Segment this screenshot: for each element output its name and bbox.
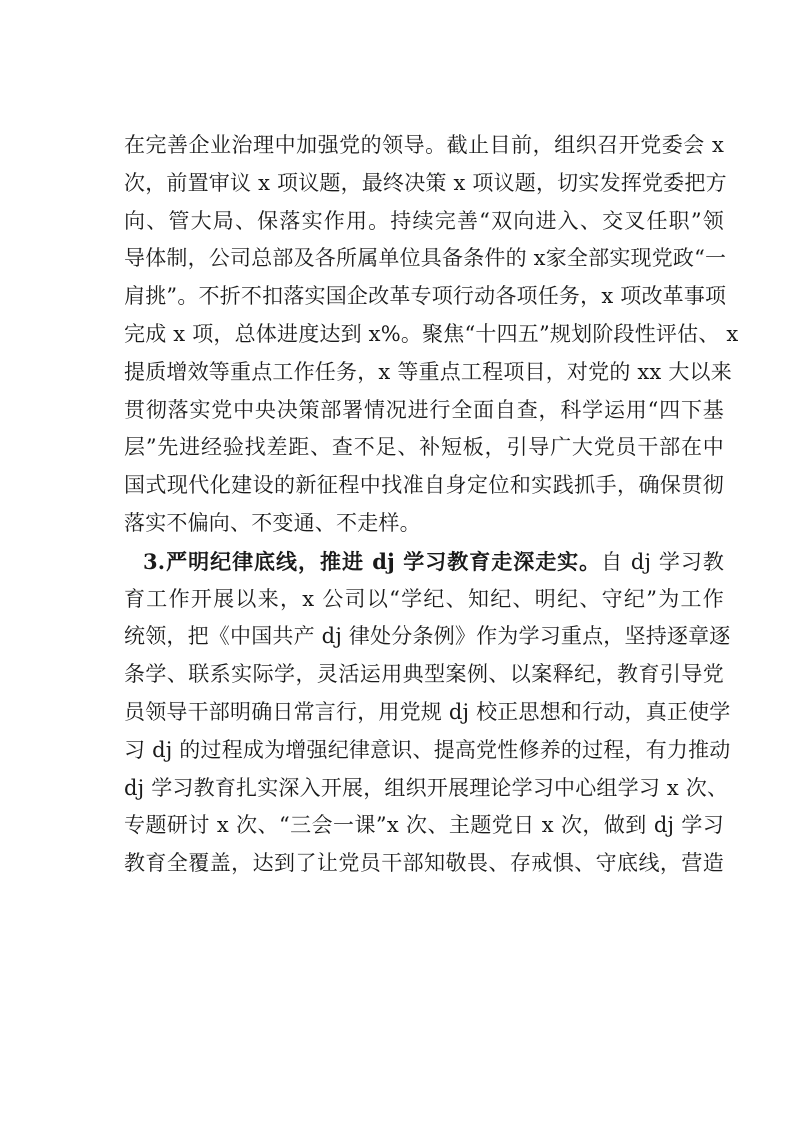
paragraph-line: 国式现代化建设的新征程中找准自身定位和实践抓手，确保贯彻 [124,473,724,498]
paragraph-line: 习 dj 的过程成为增强纪律意识、提高党性修养的过程，有力推动 [124,737,731,762]
paragraph-line: 层”先进经验找差距、查不足、补短板，引导广大党员干部在中 [124,435,724,460]
paragraph-line: 员领导干部明确日常言行，用党规 dj 校正思想和行动，真正使学 [124,699,731,724]
paragraph-line: 统领，把《中国共产 dj 律处分条例》作为学习重点，坚持逐章逐 [124,624,731,649]
paragraph-line: dj 学习教育扎实深入开展，组织开展理论学习中心组学习 x 次、 [124,775,729,800]
paragraph-line: 完成 x 项，总体进度达到 x%。聚焦“十四五”规划阶段性评估、 x [124,321,739,346]
paragraph-line: 导体制，公司总部及各所属单位具备条件的 x家全部实现党政“一 [124,246,727,271]
paragraph-line: 教育全覆盖，达到了让党员干部知敬畏、存戒惧、守底线，营造 [124,851,724,876]
paragraph-line: 提质增效等重点工作任务，x 等重点工程项目，对党的 xx 大以来 [124,359,732,384]
section-first-line-rest: 自 dj 学习教 [601,549,725,574]
paragraph-line: 向、管大局、保落实作用。持续完善“双向进入、交叉任职”领 [124,208,724,233]
paragraph-line: 条学、联系实际学，灵活运用典型案例、以案释纪，教育引导党 [124,662,724,687]
paragraph-line: 专题研讨 x 次、“三会一课”x 次、主题党日 x 次，做到 dj 学习 [124,813,724,838]
paragraph-line: 贯彻落实党中央决策部署情况进行全面自查，科学运用“四下基 [124,397,724,422]
document-body [124,127,739,883]
paragraph-line: 落实不偏向、不变通、不走样。 [124,510,421,535]
paragraph-line: 在完善企业治理中加强党的领导。截止目前，组织召开党委会 x [124,133,724,157]
section-first-line [124,543,724,581]
paragraph-line: 育工作开展以来，x 公司以“学纪、知纪、明纪、守纪”为工作 [124,586,724,611]
section-heading: 3.严明纪律底线，推进 dj 学习教育走深走实。 [143,548,602,574]
paragraph-line: 肩挑”。不折不扣落实国企改革专项行动各项任务，x 项改革事项 [124,284,727,309]
paragraph-line: 次，前置审议 x 项议题，最终决策 x 项议题，切实发挥党委把方 [124,170,727,195]
